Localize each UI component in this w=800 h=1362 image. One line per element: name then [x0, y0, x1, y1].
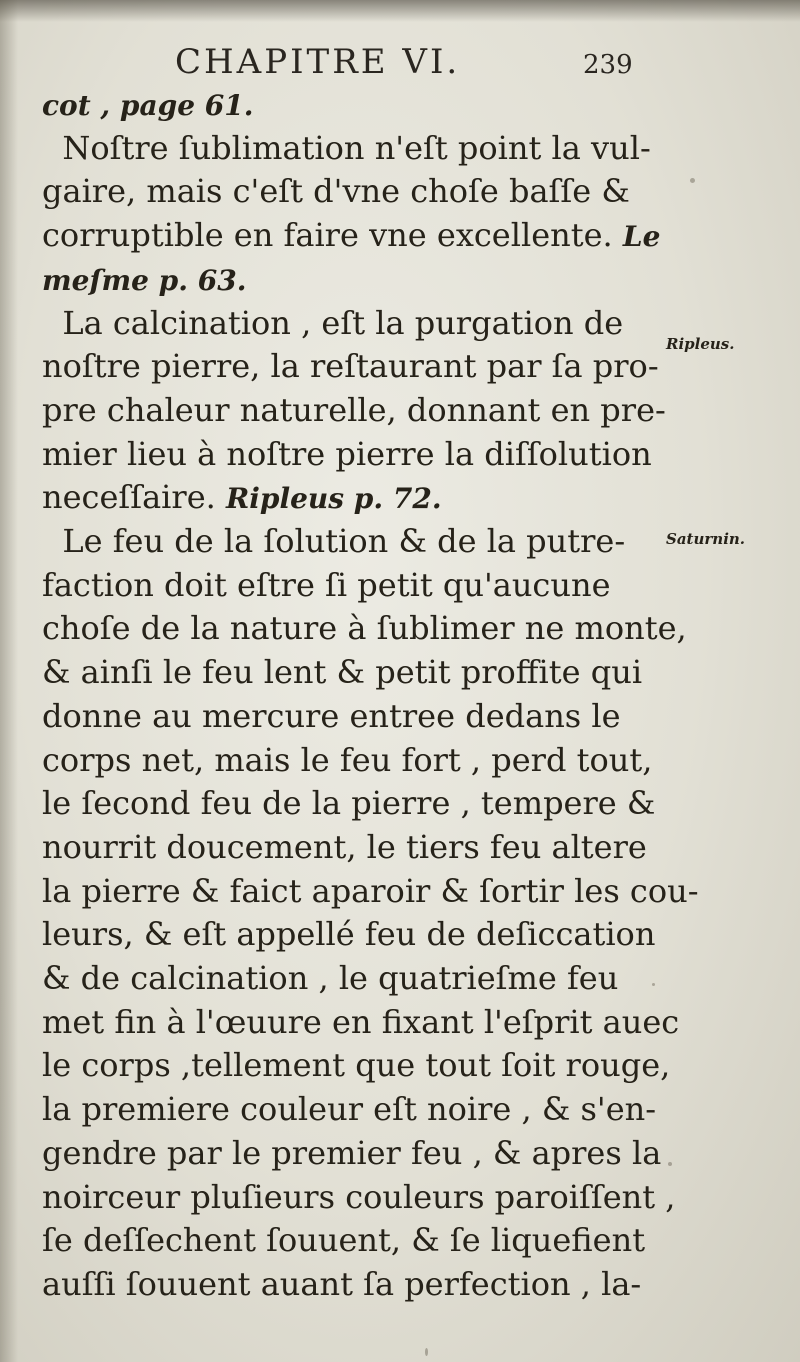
text-line — [42, 1002, 680, 1042]
text-line — [42, 84, 654, 126]
text-line — [42, 346, 659, 386]
text-run: noirceur pluſieurs couleurs paroiſſent , — [42, 1177, 676, 1216]
text-run: le corps ,tellement que tout ſoit rouge, — [42, 1046, 671, 1085]
text-line — [42, 1220, 654, 1260]
text-line — [42, 1264, 654, 1304]
text-run: le ſecond feu de la pierre , tempere & — [42, 784, 656, 823]
text-run: choſe de la nature à ſublimer ne monte, — [42, 609, 687, 648]
text-line — [42, 171, 654, 211]
text-run: nourrit doucement, le tiers feu altere — [42, 827, 647, 866]
text-line — [42, 565, 654, 605]
text-run: corps net, mais le feu fort , perd tout, — [42, 740, 653, 779]
italic-citation: Le — [622, 220, 661, 254]
text-line — [42, 521, 654, 561]
text-line — [42, 827, 654, 867]
text-run: gendre par le premier feu , & apres la — [42, 1133, 662, 1172]
text-line — [42, 390, 666, 430]
paper-speck — [652, 983, 655, 986]
text-run: gaire, mais c'eſt d'vne choſe baſſe & — [42, 172, 640, 211]
text-run: & ainſi le feu lent & petit proffite qui — [42, 653, 643, 692]
text-run: Le feu de la ſolution & de la putre- — [42, 522, 626, 560]
paper-speck — [690, 178, 695, 183]
text-run: faction doit eſtre ſi petit qu'aucune — [42, 565, 611, 604]
text-run: noſtre pierre, la reſtaurant par ſa pro- — [42, 347, 659, 386]
text-line — [42, 215, 661, 257]
text-line — [42, 652, 654, 692]
paper-speck — [668, 1162, 672, 1166]
text-line — [42, 740, 654, 780]
text-run: met fin à l'œuure en fixant l'eſprit auec — [42, 1002, 680, 1041]
paper-speck — [425, 1348, 428, 1356]
text-line — [42, 696, 654, 736]
page-edge-shadow — [0, 0, 800, 22]
text-line — [42, 1133, 662, 1173]
text-run: corruptible en faire vne excellente. — [42, 216, 623, 255]
text-line — [42, 434, 654, 474]
italic-citation: meſme p. 63. — [42, 263, 247, 297]
text-line — [42, 128, 654, 168]
running-head: CHAPITRE VI. — [175, 42, 461, 82]
text-run: la premiere couleur eſt noire , & s'en- — [42, 1090, 657, 1129]
text-line — [42, 1089, 657, 1129]
text-line — [42, 1177, 676, 1217]
text-run: donne au mercure entree dedans le — [42, 696, 621, 735]
text-line — [42, 958, 654, 998]
text-run: ſe deſſechent ſouuent, & ſe liquefient — [42, 1221, 646, 1260]
text-run: & de calcination , le quatrieſme feu — [42, 959, 619, 997]
text-run: auſſi ſouuent auant ſa perfection , la- — [42, 1264, 642, 1303]
text-run: La calcination , eſt la purgation de — [42, 303, 624, 342]
text-line — [42, 783, 654, 823]
marginal-note-saturnin: Saturnin. — [666, 530, 746, 548]
page-number: 239 — [583, 50, 633, 80]
text-run: leurs, & eſt appellé feu de deſiccation — [42, 915, 656, 954]
text-run: mier lieu à noſtre pierre la diſſolution — [42, 434, 652, 473]
text-run: Noſtre ſublimation n'eſt point la vul- — [42, 128, 651, 167]
text-run: pre chaleur naturelle, donnant en pre- — [42, 390, 666, 429]
text-line — [42, 259, 654, 301]
text-run: neceſſaire. — [42, 478, 226, 517]
text-line — [42, 1045, 671, 1085]
text-line — [42, 303, 654, 343]
text-run: la pierre & faict aparoir & ſortir les cou- — [42, 871, 699, 910]
italic-citation: cot , page 61. — [42, 89, 254, 122]
text-line — [42, 914, 654, 954]
text-line — [42, 608, 687, 648]
gutter-shadow — [0, 0, 18, 1362]
italic-citation: Ripleus p. 72. — [225, 482, 442, 516]
marginal-note-ripleus: Ripleus. — [666, 335, 735, 353]
text-line — [42, 477, 654, 519]
text-line — [42, 871, 699, 911]
